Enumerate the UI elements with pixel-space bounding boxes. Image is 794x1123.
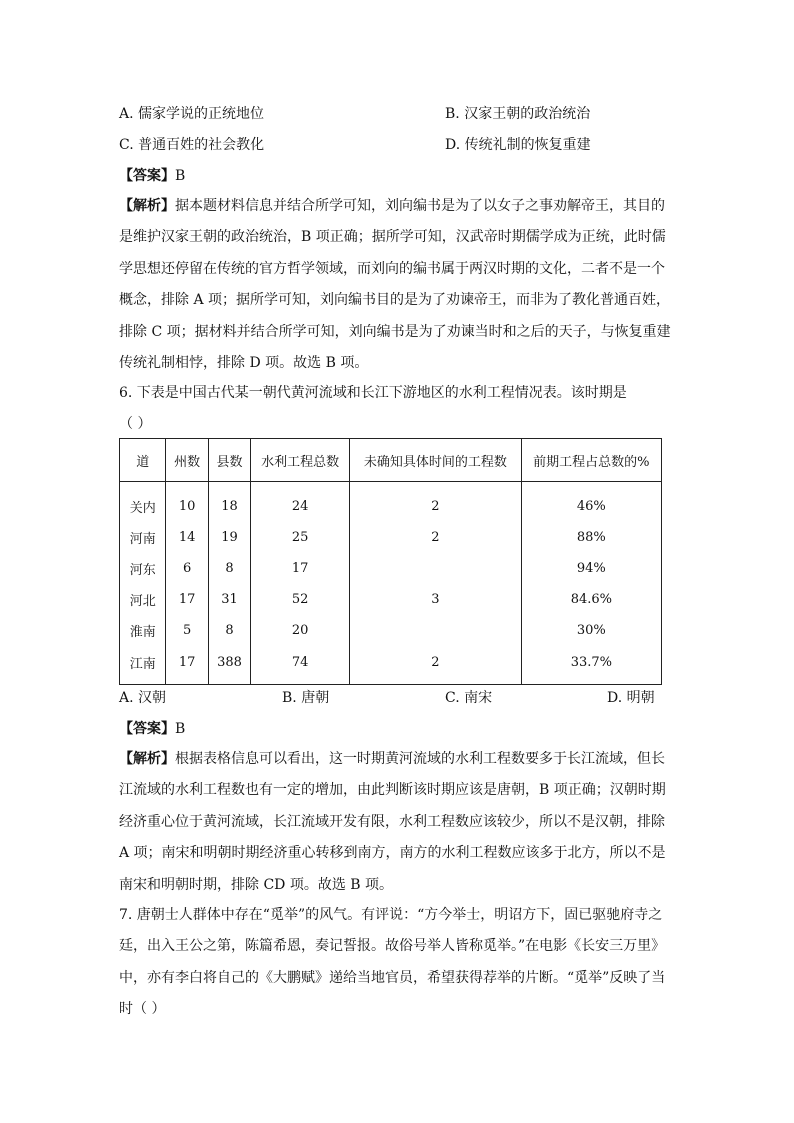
table-cell: 3 (350, 584, 522, 615)
q6-option-d: D. 明朝 (607, 690, 655, 706)
q5-option-d: D. 传统礼制的恢复重建 (445, 137, 591, 153)
answer-label: 【答案】 (119, 721, 175, 737)
table-header-cell: 水利工程总数 (251, 439, 350, 482)
table-header-cell: 未确知具体时间的工程数 (350, 439, 522, 482)
answer-label: 【答案】 (119, 168, 175, 184)
q5-option-a: A. 儒家学说的正统地位 (119, 106, 265, 122)
table-cell: 8 (208, 553, 250, 584)
q5-analysis (119, 191, 671, 379)
table-cell: 46% (521, 482, 661, 523)
q7-stem-line: 中，亦有李白将自己的《大鹏赋》递给当地官员，希望获得荐举的片断。“觅举”反映了当 (119, 969, 666, 986)
table-cell: 2 (350, 646, 522, 685)
q7-stem-line: 时（ ） (119, 1001, 166, 1018)
table-header-cell: 县数 (208, 439, 250, 482)
table-cell (350, 615, 522, 646)
table-cell: 30% (521, 615, 661, 646)
table-cell: 18 (208, 482, 250, 523)
table-cell: 2 (350, 482, 522, 523)
table-cell: 14 (166, 522, 208, 553)
table-cell: 江南 (120, 646, 166, 685)
table-cell: 关内 (120, 482, 166, 523)
q6-analysis (119, 744, 667, 901)
table-cell: 河南 (120, 522, 166, 553)
table-cell: 10 (166, 482, 208, 523)
table-cell: 84.6% (521, 584, 661, 615)
table-cell: 24 (251, 482, 350, 523)
table-cell: 74 (251, 646, 350, 685)
table-cell: 94% (521, 553, 661, 584)
table-cell: 河北 (120, 584, 166, 615)
table-row (120, 615, 662, 646)
q5-options-row-2 (119, 134, 679, 156)
table-header-row (120, 439, 662, 482)
q6-stem (119, 378, 667, 441)
table-header-cell: 前期工程占总数的% (521, 439, 661, 482)
analysis-label: 【解析】 (119, 198, 175, 214)
table-cell: 31 (208, 584, 250, 615)
table-cell: 5 (166, 615, 208, 646)
table-cell: 淮南 (120, 615, 166, 646)
table-header-cell: 道 (120, 439, 166, 482)
table-cell: 388 (208, 646, 250, 685)
analysis-line: 【解析】据本题材料信息并结合所学可知，刘向编书是为了以女子之事劝解帝王，其目的 (119, 198, 665, 214)
q7-stem (119, 900, 667, 1026)
q7-stem-line: 廷，出入王公之第，陈篇希恩，奏记誓报。故俗号举人皆称觅举。”在电影《长安三万里》 (119, 938, 666, 955)
table-cell: 17 (251, 553, 350, 584)
table-cell: 33.7% (521, 646, 661, 685)
q6-option-a: A. 汉朝 (119, 690, 167, 706)
answer-value: B (175, 721, 186, 737)
table-header-cell: 州数 (166, 439, 208, 482)
table-row (120, 646, 662, 685)
water-projects-table (119, 438, 662, 685)
answer-value: B (175, 168, 186, 184)
analysis-line: 学思想还停留在传统的官方哲学领域，而刘向的编书属于两汉时期的文化，二者不是一个 (119, 260, 665, 277)
table-cell: 25 (251, 522, 350, 553)
analysis-line: 概念，排除 A 项；据所学可知，刘向编书目的是为了劝谏帝王，而非为了教化普通百姓， (119, 292, 671, 309)
table-row (120, 553, 662, 584)
analysis-line: 江流域的水利工程数也有一定的增加，由此判断该时期应该是唐朝，B 项正确；汉朝时期 (119, 782, 666, 799)
table-cell: 52 (251, 584, 350, 615)
q5-options-row-1 (119, 103, 679, 125)
table-row (120, 584, 662, 615)
table-cell: 88% (521, 522, 661, 553)
analysis-line: 【解析】根据表格信息可以看出，这一时期黄河流域的水利工程数要多于长江流域，但长 (119, 751, 665, 767)
analysis-label: 【解析】 (119, 751, 175, 767)
table-row (120, 482, 662, 523)
q5-answer (119, 165, 185, 185)
q6-stem-line: 6. 下表是中国古代某一朝代黄河流域和长江下游地区的水利工程情况表。该时期是 (119, 385, 627, 401)
q6-stem-line: （ ） (119, 416, 152, 433)
q7-stem-line: 7. 唐朝士人群体中存在“觅举”的风气。有评说：“方今举士，明诏方下，固已驱驰府寺之 (119, 907, 663, 923)
analysis-line: A 项；南宋和明朝时期经济重心转移到南方，南方的水利工程数应该多于北方，所以不是 (119, 845, 666, 862)
q5-option-b: B. 汉家王朝的政治统治 (445, 106, 591, 122)
analysis-line: 经济重心位于黄河流域，长江流域开发有限，水利工程数应该较少，所以不是汉朝，排除 (119, 813, 665, 830)
q5-option-c: C. 普通百姓的社会教化 (119, 137, 265, 153)
analysis-line: 排除 C 项；据材料并结合所学可知，刘向编书是为了劝谏当时和之后的天子，与恢复重建 (119, 323, 671, 340)
analysis-line: 是维护汉家王朝的政治统治，B 项正确；据所学可知，汉武帝时期儒学成为正统，此时儒 (119, 229, 666, 246)
q6-option-b: B. 唐朝 (282, 690, 330, 706)
table-cell: 20 (251, 615, 350, 646)
table-cell: 17 (166, 584, 208, 615)
analysis-line: 传统礼制相悖，排除 D 项。故选 B 项。 (119, 355, 369, 372)
table-cell: 2 (350, 522, 522, 553)
table-cell: 6 (166, 553, 208, 584)
table-row (120, 522, 662, 553)
table-cell (350, 553, 522, 584)
table-cell: 19 (208, 522, 250, 553)
q6-answer (119, 718, 185, 738)
table-cell: 17 (166, 646, 208, 685)
analysis-line: 南宋和明朝时期，排除 CD 项。故选 B 项。 (119, 876, 394, 893)
q6-option-c: C. 南宋 (445, 690, 493, 706)
table-cell: 8 (208, 615, 250, 646)
table-cell: 河东 (120, 553, 166, 584)
